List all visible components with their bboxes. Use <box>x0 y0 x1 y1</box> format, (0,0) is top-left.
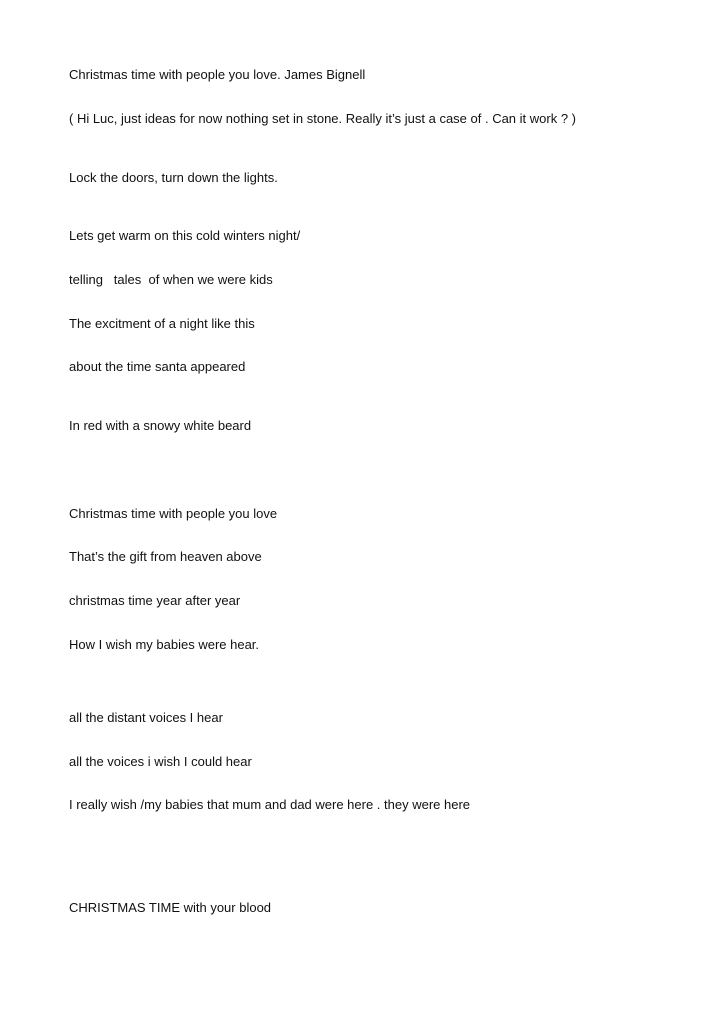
document-title-line: Christmas time with people you love. James Bignell <box>69 67 366 82</box>
lyric-line: Lock the doors, turn down the lights. <box>69 170 278 185</box>
chorus-line: How I wish my babies were hear. <box>69 637 260 652</box>
lyric-line: Lets get warm on this cold winters night/ <box>69 228 301 243</box>
chorus-line: Christmas time with people you love <box>69 506 278 521</box>
chorus-line: That’s the gift from heaven above <box>69 549 262 564</box>
lyric-line: telling tales of when we were kids <box>69 272 273 287</box>
lyric-line: CHRISTMAS TIME with your blood <box>69 900 272 915</box>
lyric-line: I really wish /my babies that mum and dad were here . they were here <box>69 797 471 812</box>
lyric-line: about the time santa appeared <box>69 359 246 374</box>
lyric-line: In red with a snowy white beard <box>69 418 252 433</box>
note-line: ( Hi Luc, just ideas for now nothing set in stone. Really it’s just a case of . Can it work ? ) <box>69 111 576 126</box>
lyric-line: all the distant voices I hear <box>69 710 223 725</box>
chorus-line: christmas time year after year <box>69 593 241 608</box>
lyric-line: The excitment of a night like this <box>69 316 255 331</box>
lyric-line: all the voices i wish I could hear <box>69 754 252 769</box>
